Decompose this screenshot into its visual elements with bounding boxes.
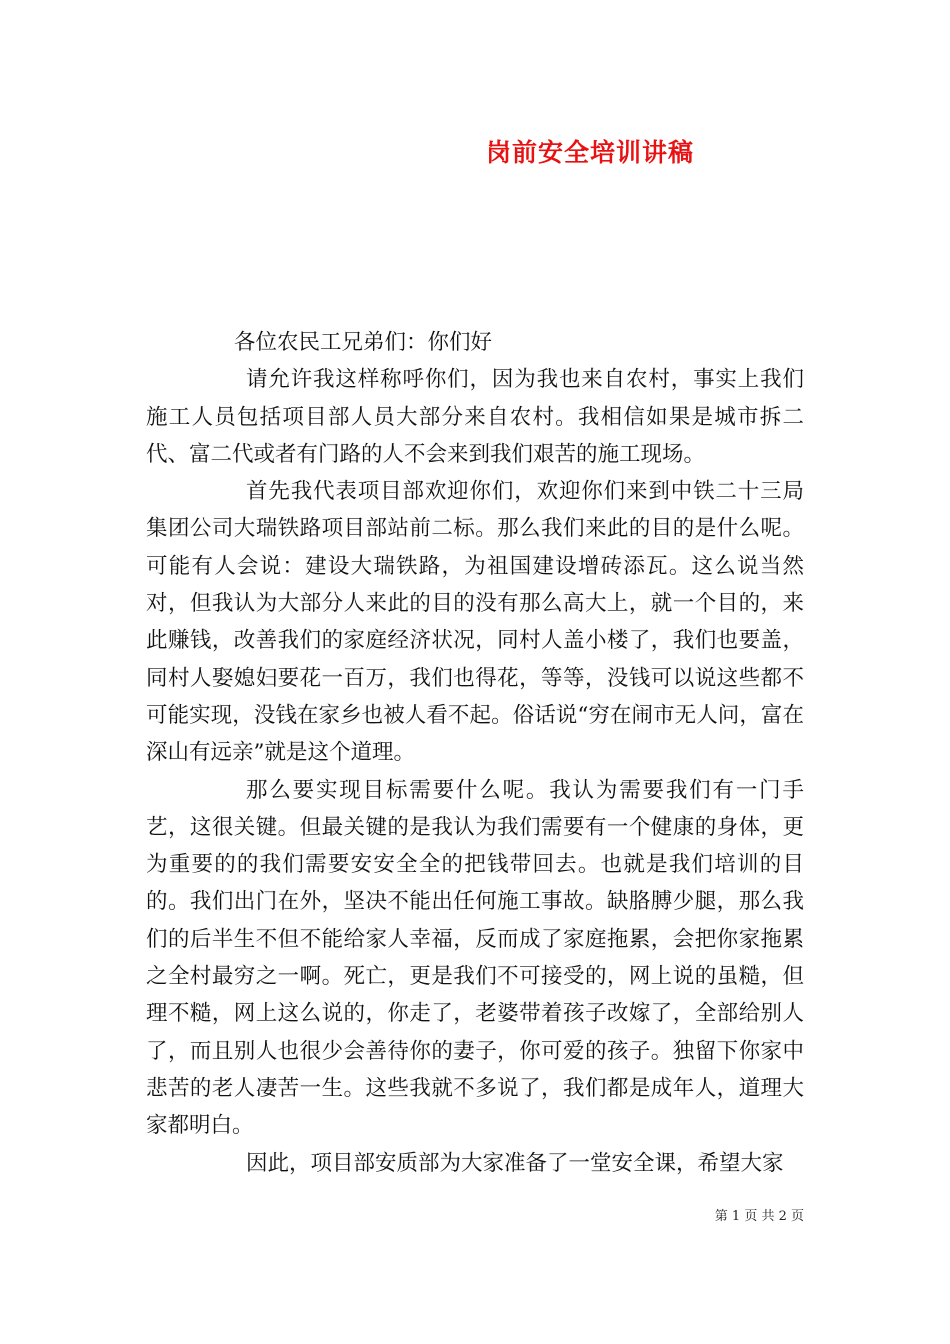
page-number-footer: 第 1 页 共 2 页 (714, 1209, 804, 1224)
paragraph-1: 请允许我这样称呼你们，因为我也来自农村，事实上我们施工人员包括项目部人员大部分来自农村。我相信如果是城市拆二代、富二代或者有门路的人不会来到我们艰苦的施工现场。 (146, 367, 804, 467)
document-body (146, 324, 804, 1182)
paragraph-4: 因此，项目部安质部为大家准备了一堂安全课，希望大家 (246, 1150, 784, 1176)
salutation-line: 各位农民工兄弟们：你们好 (234, 330, 493, 355)
paragraph-2: 首先我代表项目部欢迎你们，欢迎你们来到中铁二十三局集团公司大瑞铁路项目部站前二标。那么我们来此的目的是什么呢。可能有人会说：建设大瑞铁路，为祖国建设增砖添瓦。这么说当然对，但我认为大部分人来此的目的没有那么高大上，就一个目的，来此赚钱，改善我们的家庭经济状况，同村人盖小楼了，我们也要盖，同村人娶媳妇要花一百万，我们也得花，等等，没钱可以说这些都不可能实现，没钱在家乡也被人看不起。俗话说“穷在闹市无人问，富在深山有远亲”就是这个道理。 (146, 479, 804, 766)
paragraph-3: 那么要实现目标需要什么呢。我认为需要我们有一门手艺，这很关键。但最关键的是我认为我们需要有一个健康的身体，更为重要的的我们需要安安全全的把钱带回去。也就是我们培训的目的。我们出门在外，坚决不能出任何施工事故。缺胳膊少腿，那么我们的后半生不但不能给家人幸福，反而成了家庭拖累，会把你家拖累之全村最穷之一啊。死亡，更是我们不可接受的，网上说的虽糙，但理不糙，网上这么说的，你走了，老婆带着孩子改嫁了，全部给别人了，而且别人也很少会善待你的妻子，你可爱的孩子。独留下你家中悲苦的老人凄苦一生。这些我就不多说了，我们都是成年人，道理大家都明白。 (146, 777, 804, 1139)
document-title: 岗前安全培训讲稿 (485, 138, 694, 167)
